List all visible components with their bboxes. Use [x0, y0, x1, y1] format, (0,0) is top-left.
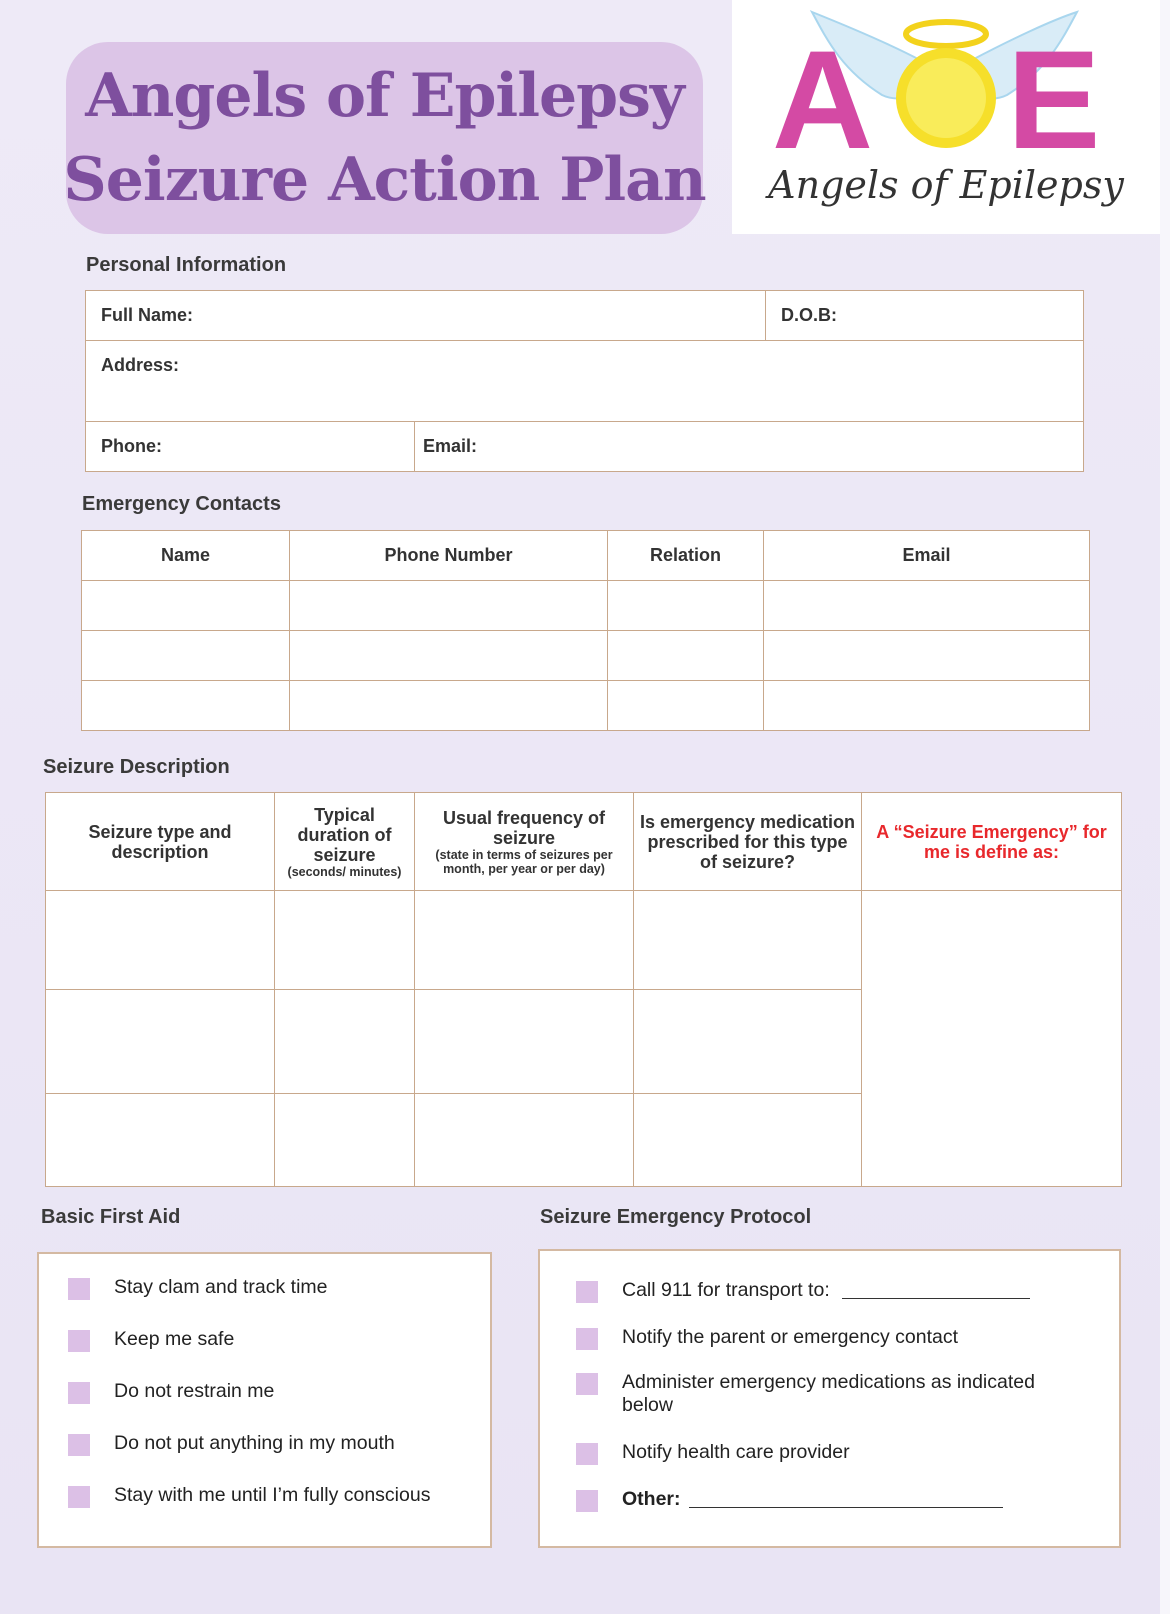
- frequency-label: Usual frequency of seizure: [442, 807, 606, 848]
- first-aid-item[interactable]: [68, 1276, 328, 1300]
- logo: [732, 0, 1160, 234]
- first-aid-item[interactable]: [68, 1432, 395, 1456]
- checkbox[interactable]: [68, 1486, 90, 1508]
- first-aid-item-label: Keep me safe: [114, 1328, 235, 1350]
- angels-of-epilepsy-logo-icon: [732, 0, 1160, 234]
- phone-field[interactable]: Phone:: [86, 422, 415, 472]
- contact-phone-cell[interactable]: [290, 631, 608, 681]
- protocol-item[interactable]: [576, 1488, 1003, 1512]
- checkbox[interactable]: [68, 1330, 90, 1352]
- contact-phone-cell[interactable]: [290, 581, 608, 631]
- title-banner: [63, 42, 706, 234]
- personal-info-heading: Personal Information: [86, 254, 287, 276]
- frequency-cell[interactable]: [415, 1094, 634, 1187]
- column-header-frequency: [415, 793, 634, 891]
- emergency-definition-cell[interactable]: [862, 891, 1122, 1187]
- email-field[interactable]: Email:: [415, 422, 1084, 472]
- protocol-item-label: Notify the parent or emergency contact: [622, 1326, 959, 1348]
- first-aid-item-label: Stay with me until I’m fully conscious: [114, 1484, 431, 1506]
- seizure-type-cell[interactable]: [46, 891, 275, 990]
- frequency-cell[interactable]: [415, 891, 634, 990]
- duration-cell[interactable]: [275, 891, 415, 990]
- emergency-protocol-box: [538, 1249, 1121, 1548]
- contact-email-cell[interactable]: [764, 631, 1090, 681]
- table-row: [46, 891, 1122, 990]
- protocol-item-label: Administer emergency medications as indicated below: [622, 1371, 1035, 1416]
- table-row: [82, 581, 1090, 631]
- logo-script-text: Angels of Epilepsy: [768, 163, 1124, 207]
- protocol-item-label: Other:: [622, 1488, 681, 1510]
- checkbox[interactable]: [68, 1278, 90, 1300]
- first-aid-item-label: Do not put anything in my mouth: [114, 1432, 395, 1454]
- logo-letter-a: A: [772, 21, 874, 178]
- protocol-item[interactable]: [576, 1326, 958, 1350]
- medication-cell[interactable]: [634, 1094, 862, 1187]
- checkbox[interactable]: [68, 1434, 90, 1456]
- checkbox[interactable]: [576, 1281, 598, 1303]
- column-header-emergency-medication: Is emergency medication prescribed for this type of seizure?: [634, 793, 862, 891]
- seizure-type-cell[interactable]: [46, 990, 275, 1094]
- contact-name-cell[interactable]: [82, 681, 290, 731]
- column-header-seizure-emergency-definition: A “Seizure Emergency” for me is define as:: [862, 793, 1122, 891]
- emergency-protocol-heading: Seizure Emergency Protocol: [540, 1206, 812, 1228]
- first-aid-item-label: Do not restrain me: [114, 1380, 275, 1402]
- contact-name-cell[interactable]: [82, 631, 290, 681]
- checkbox[interactable]: [576, 1373, 598, 1395]
- protocol-item[interactable]: [576, 1441, 850, 1465]
- contact-name-cell[interactable]: [82, 581, 290, 631]
- duration-cell[interactable]: [275, 990, 415, 1094]
- seizure-type-cell[interactable]: [46, 1094, 275, 1187]
- title-line-2: Seizure Action Plan: [63, 145, 706, 215]
- column-header-relation: Relation: [608, 531, 764, 581]
- protocol-item-label: Call 911 for transport to:: [622, 1279, 830, 1301]
- checkbox[interactable]: [68, 1382, 90, 1404]
- medication-cell[interactable]: [634, 891, 862, 990]
- logo-letter-e: E: [1007, 21, 1101, 178]
- duration-note: (seconds/ minutes): [287, 864, 402, 879]
- frequency-note: (state in terms of seizures per month, per year or per day): [435, 847, 613, 876]
- contact-relation-cell[interactable]: [608, 581, 764, 631]
- protocol-item-label: Notify health care provider: [622, 1441, 850, 1463]
- duration-label: Typical duration of seizure: [297, 804, 392, 865]
- column-header-duration: [275, 793, 415, 891]
- table-row: [82, 681, 1090, 731]
- column-header-seizure-type: Seizure type and description: [46, 793, 275, 891]
- seizure-description-table: [45, 792, 1122, 1187]
- other-protocol-line[interactable]: [689, 1488, 1003, 1508]
- dob-field[interactable]: D.O.B:: [766, 291, 1084, 341]
- medication-cell[interactable]: [634, 990, 862, 1094]
- first-aid-item[interactable]: [68, 1484, 430, 1508]
- checkbox[interactable]: [576, 1328, 598, 1350]
- protocol-item[interactable]: [576, 1279, 1030, 1303]
- personal-info-table: [85, 290, 1084, 422]
- title-line-1: Angels of Epilepsy: [85, 61, 684, 131]
- page-edge: [1160, 0, 1170, 1614]
- frequency-cell[interactable]: [415, 990, 634, 1094]
- column-header-name: Name: [82, 531, 290, 581]
- basic-first-aid-heading: Basic First Aid: [41, 1206, 181, 1228]
- transport-destination-line[interactable]: [842, 1279, 1030, 1299]
- column-header-phone-number: Phone Number: [290, 531, 608, 581]
- checkbox[interactable]: [576, 1490, 598, 1512]
- full-name-field[interactable]: Full Name:: [86, 291, 766, 341]
- emergency-contacts-table: [81, 530, 1090, 731]
- contact-phone-cell[interactable]: [290, 681, 608, 731]
- table-row: [82, 631, 1090, 681]
- first-aid-item[interactable]: [68, 1380, 274, 1404]
- first-aid-item[interactable]: [68, 1328, 234, 1352]
- contact-relation-cell[interactable]: [608, 681, 764, 731]
- checkbox[interactable]: [576, 1443, 598, 1465]
- address-field[interactable]: Address:: [86, 341, 1084, 422]
- basic-first-aid-box: [37, 1252, 492, 1548]
- duration-cell[interactable]: [275, 1094, 415, 1187]
- personal-info-contact-table: [85, 421, 1084, 472]
- column-header-email: Email: [764, 531, 1090, 581]
- seizure-description-heading: Seizure Description: [43, 756, 230, 778]
- protocol-item[interactable]: [576, 1371, 1076, 1417]
- emergency-contacts-heading: Emergency Contacts: [82, 493, 281, 515]
- contact-relation-cell[interactable]: [608, 631, 764, 681]
- first-aid-item-label: Stay clam and track time: [114, 1276, 328, 1298]
- contact-email-cell[interactable]: [764, 681, 1090, 731]
- contact-email-cell[interactable]: [764, 581, 1090, 631]
